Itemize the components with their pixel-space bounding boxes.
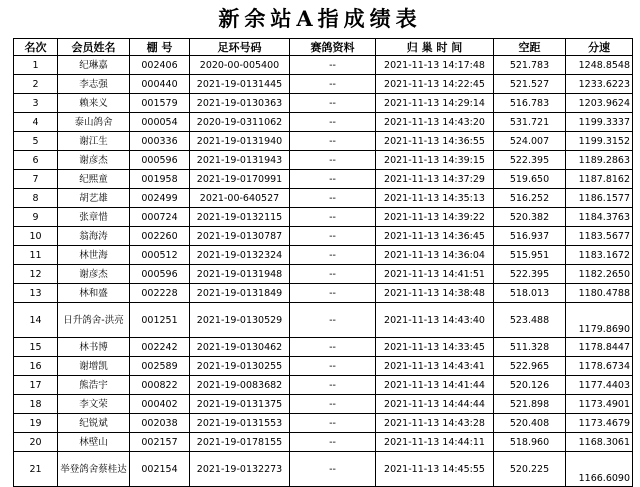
cell-distance: 518.013 <box>494 284 566 303</box>
cell-pigeon-info: -- <box>290 132 376 151</box>
cell-return-time: 2021-11-13 14:43:28 <box>376 414 494 433</box>
table-row <box>14 170 633 189</box>
cell-member-name: 赖来义 <box>58 94 130 113</box>
cell-ring-number: 2021-19-0132115 <box>190 208 290 227</box>
cell-loft-number: 001579 <box>130 94 190 113</box>
header-ring-number: 足环号码 <box>190 39 290 56</box>
cell-distance: 531.721 <box>494 113 566 132</box>
cell-return-time: 2021-11-13 14:33:45 <box>376 338 494 357</box>
cell-speed: 1199.3152 <box>566 132 633 151</box>
header-rank: 名次 <box>14 39 58 56</box>
cell-loft-number: 000596 <box>130 265 190 284</box>
cell-speed: 1173.4679 <box>566 414 633 433</box>
cell-member-name: 胡艺雄 <box>58 189 130 208</box>
cell-distance: 520.126 <box>494 376 566 395</box>
cell-return-time: 2021-11-13 14:17:48 <box>376 56 494 75</box>
cell-member-name: 谢江生 <box>58 132 130 151</box>
cell-loft-number: 000054 <box>130 113 190 132</box>
cell-member-name: 林壁山 <box>58 433 130 452</box>
cell-loft-number: 002406 <box>130 56 190 75</box>
cell-loft-number: 002589 <box>130 357 190 376</box>
cell-ring-number: 2021-19-0130529 <box>190 303 290 338</box>
cell-loft-number: 002260 <box>130 227 190 246</box>
cell-pigeon-info: -- <box>290 395 376 414</box>
cell-pigeon-info: -- <box>290 452 376 487</box>
cell-pigeon-info: -- <box>290 208 376 227</box>
cell-return-time: 2021-11-13 14:44:11 <box>376 433 494 452</box>
cell-return-time: 2021-11-13 14:43:20 <box>376 113 494 132</box>
cell-speed: 1178.8447 <box>566 338 633 357</box>
cell-speed: 1173.4901 <box>566 395 633 414</box>
cell-loft-number: 000724 <box>130 208 190 227</box>
cell-pigeon-info: -- <box>290 227 376 246</box>
cell-distance: 518.960 <box>494 433 566 452</box>
table-row <box>14 433 633 452</box>
header-distance: 空距 <box>494 39 566 56</box>
cell-pigeon-info: -- <box>290 75 376 94</box>
cell-member-name: 日升鸽舍-洪亮 <box>58 303 130 338</box>
cell-speed: 1177.4403 <box>566 376 633 395</box>
cell-member-name: 林世海 <box>58 246 130 265</box>
cell-loft-number: 002242 <box>130 338 190 357</box>
cell-rank: 15 <box>14 338 58 357</box>
cell-distance: 522.395 <box>494 151 566 170</box>
cell-member-name: 泰山鸽舍 <box>58 113 130 132</box>
table-row <box>14 227 633 246</box>
cell-speed: 1233.6223 <box>566 75 633 94</box>
cell-return-time: 2021-11-13 14:43:40 <box>376 303 494 338</box>
cell-pigeon-info: -- <box>290 284 376 303</box>
cell-distance: 519.650 <box>494 170 566 189</box>
cell-ring-number: 2021-19-0131940 <box>190 132 290 151</box>
cell-return-time: 2021-11-13 14:41:44 <box>376 376 494 395</box>
cell-pigeon-info: -- <box>290 56 376 75</box>
results-table <box>13 38 633 487</box>
cell-rank: 11 <box>14 246 58 265</box>
table-row <box>14 376 633 395</box>
cell-distance: 521.783 <box>494 56 566 75</box>
cell-return-time: 2021-11-13 14:45:55 <box>376 452 494 487</box>
cell-pigeon-info: -- <box>290 265 376 284</box>
cell-distance: 516.937 <box>494 227 566 246</box>
cell-speed: 1183.5677 <box>566 227 633 246</box>
cell-pigeon-info: -- <box>290 113 376 132</box>
cell-speed: 1184.3763 <box>566 208 633 227</box>
cell-ring-number: 2021-19-0131948 <box>190 265 290 284</box>
cell-ring-number: 2021-19-0130255 <box>190 357 290 376</box>
cell-speed: 1182.2650 <box>566 265 633 284</box>
cell-speed: 1183.1672 <box>566 246 633 265</box>
cell-rank: 17 <box>14 376 58 395</box>
cell-ring-number: 2021-19-0083682 <box>190 376 290 395</box>
cell-ring-number: 2021-00-640527 <box>190 189 290 208</box>
page-title: 新余站A指成绩表 <box>218 6 422 31</box>
cell-distance: 520.408 <box>494 414 566 433</box>
cell-loft-number: 000336 <box>130 132 190 151</box>
cell-speed: 1179.8690 <box>566 303 633 338</box>
cell-return-time: 2021-11-13 14:43:41 <box>376 357 494 376</box>
cell-speed: 1186.1577 <box>566 189 633 208</box>
cell-return-time: 2021-11-13 14:39:22 <box>376 208 494 227</box>
cell-return-time: 2021-11-13 14:35:13 <box>376 189 494 208</box>
cell-rank: 1 <box>14 56 58 75</box>
table-row <box>14 452 633 487</box>
cell-ring-number: 2021-19-0130462 <box>190 338 290 357</box>
cell-pigeon-info: -- <box>290 170 376 189</box>
cell-return-time: 2021-11-13 14:22:45 <box>376 75 494 94</box>
cell-ring-number: 2021-19-0130787 <box>190 227 290 246</box>
header-speed: 分速 <box>566 39 633 56</box>
cell-member-name: 谢增凯 <box>58 357 130 376</box>
cell-pigeon-info: -- <box>290 151 376 170</box>
cell-return-time: 2021-11-13 14:37:29 <box>376 170 494 189</box>
cell-rank: 7 <box>14 170 58 189</box>
header-member-name: 会员姓名 <box>58 39 130 56</box>
cell-rank: 20 <box>14 433 58 452</box>
cell-pigeon-info: -- <box>290 357 376 376</box>
cell-pigeon-info: -- <box>290 189 376 208</box>
cell-distance: 520.382 <box>494 208 566 227</box>
cell-rank: 8 <box>14 189 58 208</box>
header-return-time: 归 巢 时 间 <box>376 39 494 56</box>
cell-speed: 1180.4788 <box>566 284 633 303</box>
table-row <box>14 395 633 414</box>
cell-rank: 14 <box>14 303 58 338</box>
cell-member-name: 林和盛 <box>58 284 130 303</box>
cell-speed: 1168.3061 <box>566 433 633 452</box>
table-row <box>14 113 633 132</box>
cell-loft-number: 001958 <box>130 170 190 189</box>
cell-loft-number: 000440 <box>130 75 190 94</box>
cell-rank: 3 <box>14 94 58 113</box>
cell-loft-number: 000512 <box>130 246 190 265</box>
cell-distance: 511.328 <box>494 338 566 357</box>
table-row <box>14 208 633 227</box>
cell-return-time: 2021-11-13 14:36:55 <box>376 132 494 151</box>
cell-loft-number: 002157 <box>130 433 190 452</box>
cell-pigeon-info: -- <box>290 414 376 433</box>
cell-pigeon-info: -- <box>290 376 376 395</box>
cell-return-time: 2021-11-13 14:39:15 <box>376 151 494 170</box>
cell-return-time: 2021-11-13 14:38:48 <box>376 284 494 303</box>
cell-rank: 21 <box>14 452 58 487</box>
cell-pigeon-info: -- <box>290 338 376 357</box>
cell-distance: 521.898 <box>494 395 566 414</box>
table-row <box>14 151 633 170</box>
cell-distance: 521.527 <box>494 75 566 94</box>
cell-rank: 9 <box>14 208 58 227</box>
cell-ring-number: 2021-19-0170991 <box>190 170 290 189</box>
cell-ring-number: 2021-19-0131849 <box>190 284 290 303</box>
table-row <box>14 265 633 284</box>
cell-distance: 516.252 <box>494 189 566 208</box>
cell-member-name: 举登鸽舍蔡桂达 <box>58 452 130 487</box>
cell-loft-number: 001251 <box>130 303 190 338</box>
cell-distance: 524.007 <box>494 132 566 151</box>
cell-member-name: 谢彦杰 <box>58 265 130 284</box>
cell-return-time: 2021-11-13 14:41:51 <box>376 265 494 284</box>
cell-speed: 1189.2863 <box>566 151 633 170</box>
cell-speed: 1166.6090 <box>566 452 633 487</box>
cell-ring-number: 2021-19-0131375 <box>190 395 290 414</box>
cell-loft-number: 000402 <box>130 395 190 414</box>
cell-member-name: 纪锐斌 <box>58 414 130 433</box>
cell-rank: 12 <box>14 265 58 284</box>
cell-rank: 18 <box>14 395 58 414</box>
cell-distance: 523.488 <box>494 303 566 338</box>
cell-member-name: 李文荣 <box>58 395 130 414</box>
cell-return-time: 2021-11-13 14:36:45 <box>376 227 494 246</box>
cell-speed: 1203.9624 <box>566 94 633 113</box>
cell-pigeon-info: -- <box>290 433 376 452</box>
cell-ring-number: 2021-19-0132324 <box>190 246 290 265</box>
table-row <box>14 246 633 265</box>
table-row <box>14 94 633 113</box>
cell-member-name: 纪熙童 <box>58 170 130 189</box>
cell-ring-number: 2021-19-0130363 <box>190 94 290 113</box>
table-row <box>14 189 633 208</box>
cell-loft-number: 000596 <box>130 151 190 170</box>
table-row <box>14 75 633 94</box>
header-row <box>14 39 633 56</box>
header-pigeon-info: 赛鸽资料 <box>290 39 376 56</box>
cell-pigeon-info: -- <box>290 246 376 265</box>
table-row <box>14 357 633 376</box>
table-row <box>14 338 633 357</box>
cell-member-name: 林书博 <box>58 338 130 357</box>
cell-ring-number: 2020-19-0311062 <box>190 113 290 132</box>
cell-ring-number: 2021-19-0131943 <box>190 151 290 170</box>
cell-pigeon-info: -- <box>290 303 376 338</box>
cell-loft-number: 000822 <box>130 376 190 395</box>
cell-loft-number: 002499 <box>130 189 190 208</box>
cell-ring-number: 2021-19-0131445 <box>190 75 290 94</box>
cell-rank: 16 <box>14 357 58 376</box>
cell-loft-number: 002154 <box>130 452 190 487</box>
cell-member-name: 张章惜 <box>58 208 130 227</box>
cell-ring-number: 2021-19-0178155 <box>190 433 290 452</box>
cell-ring-number: 2020-00-005400 <box>190 56 290 75</box>
table-row <box>14 414 633 433</box>
cell-ring-number: 2021-19-0132273 <box>190 452 290 487</box>
cell-loft-number: 002038 <box>130 414 190 433</box>
cell-rank: 19 <box>14 414 58 433</box>
cell-rank: 6 <box>14 151 58 170</box>
cell-distance: 515.951 <box>494 246 566 265</box>
cell-rank: 13 <box>14 284 58 303</box>
cell-rank: 2 <box>14 75 58 94</box>
cell-return-time: 2021-11-13 14:29:14 <box>376 94 494 113</box>
header-loft-number: 棚 号 <box>130 39 190 56</box>
table-row <box>14 284 633 303</box>
cell-distance: 516.783 <box>494 94 566 113</box>
cell-rank: 5 <box>14 132 58 151</box>
cell-rank: 4 <box>14 113 58 132</box>
cell-member-name: 谢彦杰 <box>58 151 130 170</box>
cell-pigeon-info: -- <box>290 94 376 113</box>
table-row <box>14 56 633 75</box>
cell-distance: 522.395 <box>494 265 566 284</box>
cell-member-name: 纪琳嘉 <box>58 56 130 75</box>
table-row <box>14 303 633 338</box>
cell-member-name: 熊浩宇 <box>58 376 130 395</box>
cell-speed: 1248.8548 <box>566 56 633 75</box>
cell-member-name: 翁海涛 <box>58 227 130 246</box>
cell-distance: 520.225 <box>494 452 566 487</box>
cell-speed: 1187.8162 <box>566 170 633 189</box>
cell-ring-number: 2021-19-0131553 <box>190 414 290 433</box>
cell-return-time: 2021-11-13 14:44:44 <box>376 395 494 414</box>
cell-member-name: 李志强 <box>58 75 130 94</box>
cell-speed: 1199.3337 <box>566 113 633 132</box>
cell-distance: 522.965 <box>494 357 566 376</box>
cell-rank: 10 <box>14 227 58 246</box>
cell-loft-number: 002228 <box>130 284 190 303</box>
cell-speed: 1178.6734 <box>566 357 633 376</box>
cell-return-time: 2021-11-13 14:36:04 <box>376 246 494 265</box>
table-row <box>14 132 633 151</box>
